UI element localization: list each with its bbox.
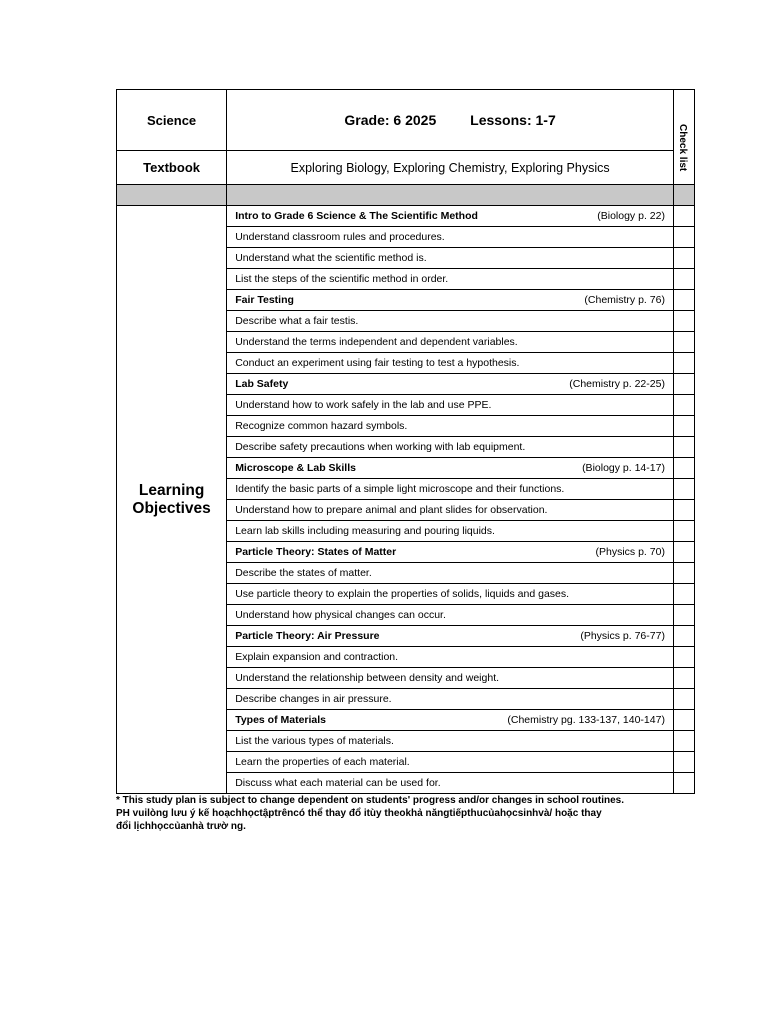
lessons-label: Lessons: 1-7 xyxy=(470,112,556,128)
objective-text: Understand the terms independent and dependent variables. xyxy=(227,332,674,353)
checklist-box[interactable] xyxy=(673,542,694,563)
checklist-box[interactable] xyxy=(673,563,694,584)
topic-page-reference: (Biology p. 14-17) xyxy=(582,462,665,474)
topic-page-reference: (Chemistry p. 76) xyxy=(584,294,665,306)
checklist-box[interactable] xyxy=(673,437,694,458)
topic-cell xyxy=(227,206,674,227)
checklist-box[interactable] xyxy=(673,731,694,752)
objective-text: Explain expansion and contraction. xyxy=(227,647,674,668)
objective-text: List the various types of materials. xyxy=(227,731,674,752)
checklist-box[interactable] xyxy=(673,479,694,500)
checklist-box[interactable] xyxy=(673,500,694,521)
objective-text: Use particle theory to explain the properties of solids, liquids and gases. xyxy=(227,584,674,605)
objective-text: Conduct an experiment using fair testing to test a hypothesis. xyxy=(227,353,674,374)
checklist-box[interactable] xyxy=(673,206,694,227)
checklist-box[interactable] xyxy=(673,752,694,773)
objective-text: Describe safety precautions when working with lab equipment. xyxy=(227,437,674,458)
topic-page-reference: (Physics p. 70) xyxy=(595,546,665,558)
topic-row xyxy=(117,206,695,227)
subject-label: Science xyxy=(117,90,227,151)
checklist-box[interactable] xyxy=(673,227,694,248)
topic-page-reference: (Chemistry pg. 133-137, 140-147) xyxy=(507,714,665,726)
checklist-box[interactable] xyxy=(673,269,694,290)
topic-title: Intro to Grade 6 Science & The Scientific Method xyxy=(235,210,478,222)
footnote-line: * This study plan is subject to change dependent on students' progress and/or changes in school routines. xyxy=(116,795,625,806)
study-plan-table xyxy=(116,89,695,794)
gray-cell xyxy=(227,185,674,206)
checklist-box[interactable] xyxy=(673,290,694,311)
footnote-line: đổi lịchhọccủanhà trườ ng. xyxy=(116,821,246,832)
objective-text: List the steps of the scientific method in order. xyxy=(227,269,674,290)
gray-cell xyxy=(117,185,227,206)
checklist-box[interactable] xyxy=(673,332,694,353)
objective-text: Understand how to prepare animal and plant slides for observation. xyxy=(227,500,674,521)
objective-text: Understand classroom rules and procedures. xyxy=(227,227,674,248)
header-row xyxy=(117,90,695,151)
topic-page-reference: (Chemistry p. 22-25) xyxy=(569,378,665,390)
topic-cell xyxy=(227,626,674,647)
gray-cell xyxy=(673,185,694,206)
checklist-box[interactable] xyxy=(673,353,694,374)
objective-text: Describe the states of matter. xyxy=(227,563,674,584)
objective-text: Understand the relationship between density and weight. xyxy=(227,668,674,689)
checklist-box[interactable] xyxy=(673,647,694,668)
topic-cell xyxy=(227,374,674,395)
objective-text: Understand what the scientific method is. xyxy=(227,248,674,269)
learning-objectives-line: Learning xyxy=(138,481,205,499)
topic-title: Microscope & Lab Skills xyxy=(235,462,356,474)
checklist-box[interactable] xyxy=(673,710,694,731)
objective-text: Understand how physical changes can occur. xyxy=(227,605,674,626)
objective-text: Discuss what each material can be used for. xyxy=(227,773,674,794)
checklist-box[interactable] xyxy=(673,773,694,794)
checklist-box[interactable] xyxy=(673,605,694,626)
checklist-box[interactable] xyxy=(673,584,694,605)
checklist-box[interactable] xyxy=(673,395,694,416)
objective-text: Recognize common hazard symbols. xyxy=(227,416,674,437)
learning-objectives-label xyxy=(117,206,227,794)
textbook-row xyxy=(117,151,695,185)
grade-lessons-cell xyxy=(227,90,674,151)
objective-text: Learn lab skills including measuring and pouring liquids. xyxy=(227,521,674,542)
checklist-box[interactable] xyxy=(673,248,694,269)
topic-title: Fair Testing xyxy=(235,294,294,306)
topic-cell xyxy=(227,542,674,563)
topic-cell xyxy=(227,290,674,311)
topic-title: Particle Theory: Air Pressure xyxy=(235,630,380,642)
objective-text: Describe changes in air pressure. xyxy=(227,689,674,710)
checklist-box[interactable] xyxy=(673,374,694,395)
checklist-box[interactable] xyxy=(673,311,694,332)
objective-text: Understand how to work safely in the lab and use PPE. xyxy=(227,395,674,416)
topic-cell xyxy=(227,710,674,731)
objective-text: Identify the basic parts of a simple light microscope and their functions. xyxy=(227,479,674,500)
checklist-header xyxy=(673,90,694,185)
topic-title: Particle Theory: States of Matter xyxy=(235,546,397,558)
objective-text: Describe what a fair testis. xyxy=(227,311,674,332)
textbook-list: Exploring Biology, Exploring Chemistry, Exploring Physics xyxy=(227,151,674,185)
grade-label: Grade: 6 2025 xyxy=(344,112,437,128)
checklist-box[interactable] xyxy=(673,458,694,479)
checklist-box[interactable] xyxy=(673,626,694,647)
checklist-box[interactable] xyxy=(673,668,694,689)
topic-cell xyxy=(227,458,674,479)
topic-title: Lab Safety xyxy=(235,378,289,390)
objective-text: Learn the properties of each material. xyxy=(227,752,674,773)
checklist-box[interactable] xyxy=(673,521,694,542)
topic-page-reference: (Biology p. 22) xyxy=(597,210,665,222)
footnote xyxy=(116,794,706,833)
gray-separator-row xyxy=(117,185,695,206)
checklist-label: Check list xyxy=(676,124,688,172)
study-plan-body xyxy=(117,90,695,794)
topic-page-reference: (Physics p. 76-77) xyxy=(580,630,665,642)
textbook-label: Textbook xyxy=(117,151,227,185)
checklist-box[interactable] xyxy=(673,689,694,710)
footnote-line: PH vuilòng lưu ý kế hoạchhọctậptrêncó thể thay đổ itùy theokhả năngtiếpthucủahọcsinhvà/ hoặc thay xyxy=(116,808,602,819)
topic-title: Types of Materials xyxy=(235,714,327,726)
checklist-box[interactable] xyxy=(673,416,694,437)
learning-objectives-line: Objectives xyxy=(132,499,211,517)
